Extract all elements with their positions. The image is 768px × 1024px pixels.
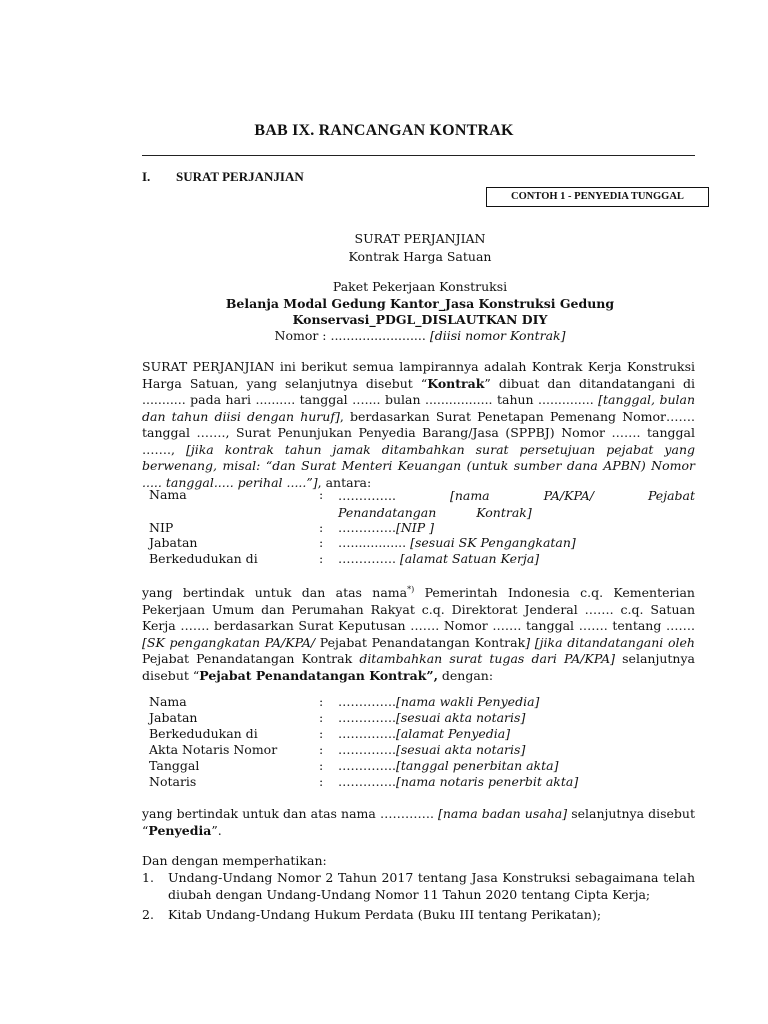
example-box: CONTOH 1 - PENYEDIA TUNGGAL — [486, 187, 709, 207]
contract-type: Kontrak Harga Satuan — [348, 249, 492, 264]
provider-name-label: Nama — [149, 694, 187, 709]
intro-hint-multiyear: [jika kontrak tahun jamak ditambahkan surat persetujuan pejabat yang berwenang, misal: “dan Surat Menteri Keuangan (untuk sumber dana APBN) Nomor ..... tanggal..... perihal .....”] — [142, 441, 695, 490]
official-domicile-label: Berkedudukan di — [149, 551, 258, 566]
intro-text-1: SURAT PERJANJIAN ini berikut semua lampirannya adalah Kontrak Kerja Konstruksi Harga Satuan, yang selanjutnya disebut “ — [142, 359, 695, 391]
official-nip-label: NIP — [149, 520, 174, 535]
intro-text-end: , antara: — [317, 474, 372, 490]
chapter-title: BAB IX. RANCANGAN KONTRAK — [254, 122, 514, 139]
title-divider — [142, 155, 695, 156]
contract-number — [0, 328, 768, 343]
acting-official-term: Pejabat Penandatangan Kontrak”, — [199, 667, 438, 683]
acting-text-1: yang bertindak untuk dan atas nama — [142, 585, 408, 601]
official-domicile-dots: ………….. — [338, 551, 400, 566]
provider-term: Penyedia — [148, 822, 212, 838]
considering-item-number: 1. — [142, 870, 154, 885]
provider-date-colon: : — [319, 758, 324, 773]
official-domicile-hint: [alamat Satuan Kerja] — [399, 551, 540, 566]
provider-name-colon: : — [319, 694, 324, 709]
provider-deed-hint: [sesuai akta notaris] — [395, 742, 526, 757]
provider-notary-label: Notaris — [149, 774, 197, 789]
acting-text-2: Pemerintah Indonesia c.q. Kementerian Pekerjaan Umum dan Perumahan Rakyat c.q. Direktorat Jenderal ……. c.q. Satuan Kerja ……. berdasarkan Surat Keputusan ……. Nomor ……. tanggal ……. tentang ……. — [142, 585, 695, 634]
intro-text-3: , berdasarkan Surat Penetapan Pemenang Nomor……. tanggal ……., Surat Penunjukan Penyedia Barang/Jasa (SPPBJ) Nomor ……. tanggal ……., — [142, 408, 695, 457]
considering-item-text: Undang-Undang Nomor 2 Tahun 2017 tentang Jasa Konstruksi sebagaimana telah diubah dengan Undang-Undang Nomor 11 Tahun 2020 tentang Cipta Kerja; — [168, 870, 695, 902]
provider-domicile-dots: ………….. — [338, 726, 396, 741]
acting-hint-letter: ditambahkan surat tugas dari PA/KPA] — [359, 651, 616, 667]
package-name-line1: Belanja Modal Gedung Kantor_Jasa Konstruksi Gedung — [225, 296, 615, 311]
considering-item-text: Kitab Undang-Undang Hukum Perdata (Buku III tentang Perikatan); — [168, 907, 602, 922]
provider-date-label: Tanggal — [149, 758, 200, 773]
acting-text-end: dengan: — [437, 667, 494, 683]
provider-domicile-hint: [alamat Penyedia] — [395, 726, 511, 741]
provider-acting-text-1: yang bertindak untuk dan atas nama …………. — [142, 806, 438, 821]
acting-hint-sk: [SK pengangkatan PA/KPA/ — [142, 634, 316, 650]
agreement-heading: SURAT PERJANJIAN — [354, 231, 486, 246]
official-name-hint: [nama PA/KPA/ Pejabat Penandatangan Kontrak] — [338, 488, 695, 520]
provider-date-value — [338, 758, 558, 773]
intro-kontrak: Kontrak — [427, 375, 485, 391]
acting-footnote-mark: *) — [407, 585, 415, 594]
provider-deed-label: Akta Notaris Nomor — [149, 742, 278, 757]
provider-acting-text-2: selanjutnya disebut “ — [142, 806, 695, 838]
provider-position-dots: ………….. — [338, 710, 396, 725]
contract-number-label: Nomor : ........................ — [274, 328, 426, 343]
acting-text-4: Pejabat Penandatangan Kontrak — [142, 651, 360, 667]
official-nip-colon: : — [319, 520, 324, 535]
official-name-value — [338, 487, 695, 521]
official-domicile-colon: : — [319, 551, 324, 566]
provider-domicile-value — [338, 726, 510, 741]
provider-position-colon: : — [319, 710, 324, 725]
considering-intro: Dan dengan memperhatikan: — [142, 853, 327, 868]
provider-notary-hint: [nama notaris penerbit akta] — [395, 774, 579, 789]
official-name-dots: ………….. — [338, 488, 396, 503]
section-title: SURAT PERJANJIAN — [176, 169, 304, 184]
acting-text-3: Pejabat Penandatangan Kontrak — [315, 634, 526, 650]
official-nip-value — [338, 520, 434, 535]
acting-paragraph — [142, 582, 695, 684]
provider-notary-dots: ………….. — [338, 774, 396, 789]
provider-acting-hint: [nama badan usaha] — [438, 806, 568, 821]
acting-text-5: selanjutnya disebut “ — [142, 651, 695, 683]
provider-position-hint: [sesuai akta notaris] — [395, 710, 526, 725]
provider-acting-paragraph — [142, 806, 695, 839]
provider-date-hint: [tanggal penerbitan akta] — [395, 758, 559, 773]
provider-domicile-colon: : — [319, 726, 324, 741]
official-position-dots: ….............. — [338, 535, 411, 550]
provider-date-dots: ………….. — [338, 758, 396, 773]
intro-text-2: ” dibuat dan ditandatangani di ........... pada hari .......... tanggal ….... bulan ................. tahun .............. — [142, 375, 695, 407]
official-name-label: Nama — [149, 487, 187, 502]
package-type: Paket Pekerjaan Konstruksi — [332, 279, 508, 294]
provider-name-value — [338, 694, 539, 709]
official-name-colon: : — [319, 487, 324, 502]
official-nip-dots: ………….. — [338, 520, 396, 535]
intro-hint-date: [tanggal, bulan dan tahun diisi dengan huruf] — [142, 392, 695, 424]
provider-domicile-label: Berkedudukan di — [149, 726, 258, 741]
provider-acting-text-end: ”. — [211, 822, 222, 838]
provider-deed-dots: ………….. — [338, 742, 396, 757]
provider-deed-colon: : — [319, 742, 324, 757]
official-position-label: Jabatan — [149, 535, 198, 550]
official-position-hint: [sesuai SK Pengangkatan] — [410, 535, 576, 550]
provider-position-label: Jabatan — [149, 710, 198, 725]
package-name-line2: Konservasi_PDGL_DISLAUTKAN DIY — [292, 312, 548, 327]
provider-name-dots: ………….. — [338, 694, 396, 709]
acting-hint-signed: ] [jika ditandatangani oleh — [525, 634, 695, 650]
intro-paragraph — [142, 359, 695, 491]
official-nip-hint: [NIP ] — [395, 520, 434, 535]
provider-notary-value — [338, 774, 578, 789]
provider-notary-colon: : — [319, 774, 324, 789]
contract-number-hint: [diisi nomor Kontrak] — [429, 328, 566, 343]
provider-position-value — [338, 710, 525, 725]
provider-name-hint: [nama wakli Penyedia] — [395, 694, 540, 709]
section-number: I. — [142, 169, 151, 184]
considering-item-number: 2. — [142, 907, 154, 922]
provider-deed-value — [338, 742, 525, 757]
official-position-colon: : — [319, 535, 324, 550]
official-position-value — [338, 535, 576, 550]
official-domicile-value — [338, 551, 539, 566]
